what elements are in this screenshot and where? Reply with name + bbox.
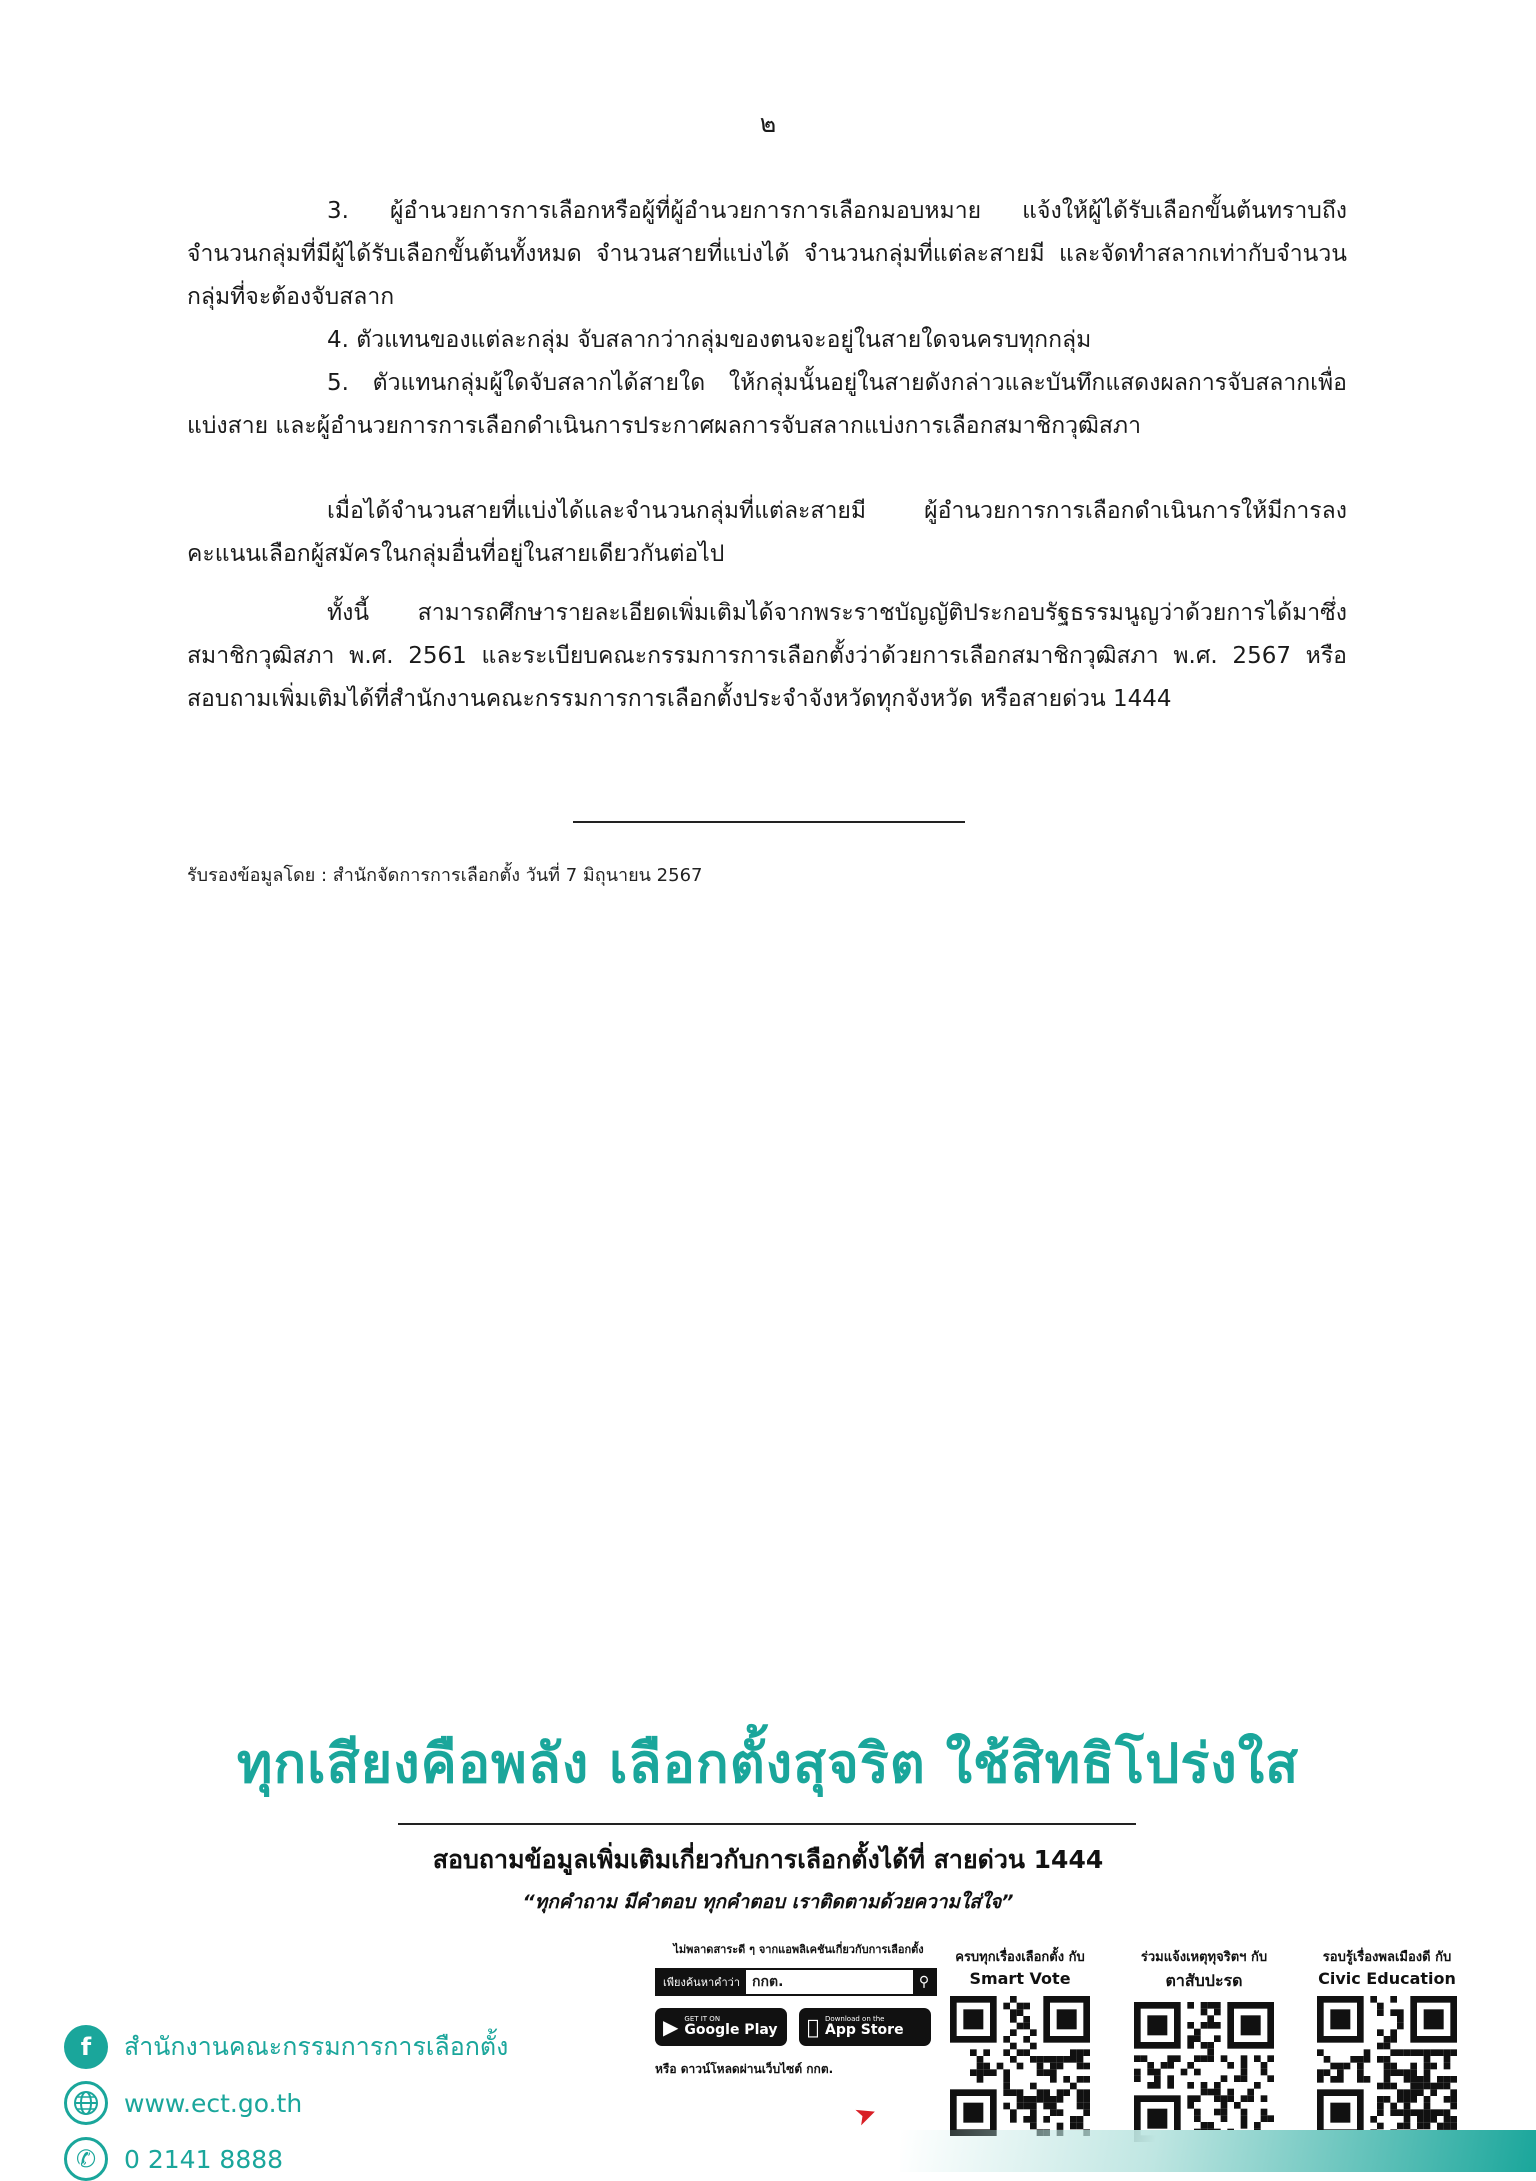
facebook-icon: f	[64, 2025, 108, 2069]
globe-icon	[64, 2081, 108, 2125]
hotline-text: สอบถามข้อมูลเพิ่มเติมเกี่ยวกับการเลือกตั้งได้ที่ สายด่วน 1444	[432, 1845, 1104, 1874]
divider	[398, 1823, 1136, 1825]
app-search-box	[655, 1968, 937, 1996]
search-icon: ⚲	[913, 1970, 935, 1994]
motto: “ทุกคำถาม มีคำตอบ ทุกคำตอบ เราติดตามด้วยความใส่ใจ”	[522, 1891, 1014, 1913]
qr-ta-sapparot: ร่วมแจ้งเหตุทุจริตฯ กับ ตาสับปะรด	[1129, 1946, 1279, 2146]
contact-website[interactable]	[64, 2081, 302, 2125]
contact-label: 0 2141 8888	[124, 2144, 284, 2174]
promo-headline: ไม่พลาดสาระดี ๆ จากแอพลิเคชันเกี่ยวกับการเลือกตั้ง	[673, 1943, 924, 1956]
app-promo	[655, 1940, 942, 2079]
google-play-badge[interactable]: ▶ GET IT ON Google Play	[655, 2008, 787, 2046]
app-store-badge[interactable]: Download on the App Store	[799, 2008, 931, 2046]
endorsement-note: รับรองข้อมูลโดย : สำนักจัดการการเลือกตั้ง วันที่ 7 มิถุนายน 2567	[187, 865, 703, 886]
download-note: หรือ ดาวน์โหลดผ่านเว็บไซต์ กกต.	[655, 2062, 834, 2076]
arrow-icon: ➤	[850, 2097, 882, 2133]
list-item: 4. ตัวแทนของแต่ละกลุ่ม จับสลากว่ากลุ่มของตนจะอยู่ในสายใดจนครบทุกกลุ่ม	[327, 327, 1092, 353]
procedure-list	[187, 190, 1347, 448]
contact-label: สำนักงานคณะกรรมการการเลือกตั้ง	[124, 2032, 509, 2061]
qr-civic-education: รอบรู้เรื่องพลเมืองดี กับ Civic Education	[1312, 1946, 1462, 2140]
qr-code-icon[interactable]	[1134, 2002, 1274, 2142]
contact-facebook[interactable]	[64, 2025, 508, 2069]
search-value: กกต.	[752, 1974, 784, 1990]
paragraph: เมื่อได้จำนวนสายที่แบ่งได้และจำนวนกลุ่มที่แต่ละสายมี ผู้อำนวยการการเลือกดำเนินการให้มีการลงคะแนนเลือกผู้สมัครในกลุ่มอื่นที่อยู่ในสายเดียวกันต่อไป	[187, 498, 1347, 567]
qr-smart-vote: ครบทุกเรื่องเลือกตั้ง กับ Smart Vote	[945, 1946, 1095, 2140]
slogan: ทุกเสียงคือพลัง เลือกตั้งสุจริต ใช้สิทธิโปร่งใส	[236, 1732, 1300, 1795]
qr-code-icon[interactable]	[950, 1996, 1090, 2136]
list-item: 3. ผู้อำนวยการการเลือกหรือผู้ที่ผู้อำนวยการการเลือกมอบหมาย แจ้งให้ผู้ได้รับเลือกขั้นต้นทราบถึงจำนวนกลุ่มที่มีผู้ได้รับเลือกขั้นต้นทั้งหมด จำนวนสายที่แบ่งได้ จำนวนกลุ่มที่แต่ละสายมี และจัดทำสลากเท่ากับจำนวนกลุ่มที่จะต้องจับสลาก	[187, 198, 1347, 310]
qr-code-icon[interactable]	[1317, 1996, 1457, 2136]
play-icon: ▶	[663, 2015, 679, 2039]
search-label: เพียงค้นหาคำว่า	[657, 1970, 746, 1994]
list-item: 5. ตัวแทนกลุ่มผู้ใดจับสลากได้สายใด ให้กลุ่มนั้นอยู่ในสายดังกล่าวและบันทึกแสดงผลการจับสลากเพื่อแบ่งสาย และผู้อำนวยการการเลือกดำเนินการประกาศผลการจับสลากแบ่งการเลือกสมาชิกวุฒิสภา	[187, 370, 1347, 439]
decorative-band	[900, 2130, 1536, 2172]
contact-label: www.ect.go.th	[124, 2088, 303, 2118]
divider	[573, 821, 965, 823]
paragraph: ทั้งนี้ สามารถศึกษารายละเอียดเพิ่มเติมได้จากพระราชบัญญัติประกอบรัฐธรรมนูญว่าด้วยการได้มาซึ่งสมาชิกวุฒิสภา พ.ศ. 2561 และระเบียบคณะกรรมการการเลือกตั้งว่าด้วยการเลือกสมาชิกวุฒิสภา พ.ศ. 2567 หรือสอบถามเพิ่มเติมได้ที่สำนักงานคณะกรรมการการเลือกตั้งประจำจังหวัดทุกจังหวัด หรือสายด่วน 1444	[187, 600, 1347, 712]
phone-icon: ✆	[64, 2137, 108, 2181]
contact-phone[interactable]	[64, 2137, 283, 2181]
page-number: ๒	[759, 109, 777, 138]
apple-icon	[807, 2015, 819, 2039]
